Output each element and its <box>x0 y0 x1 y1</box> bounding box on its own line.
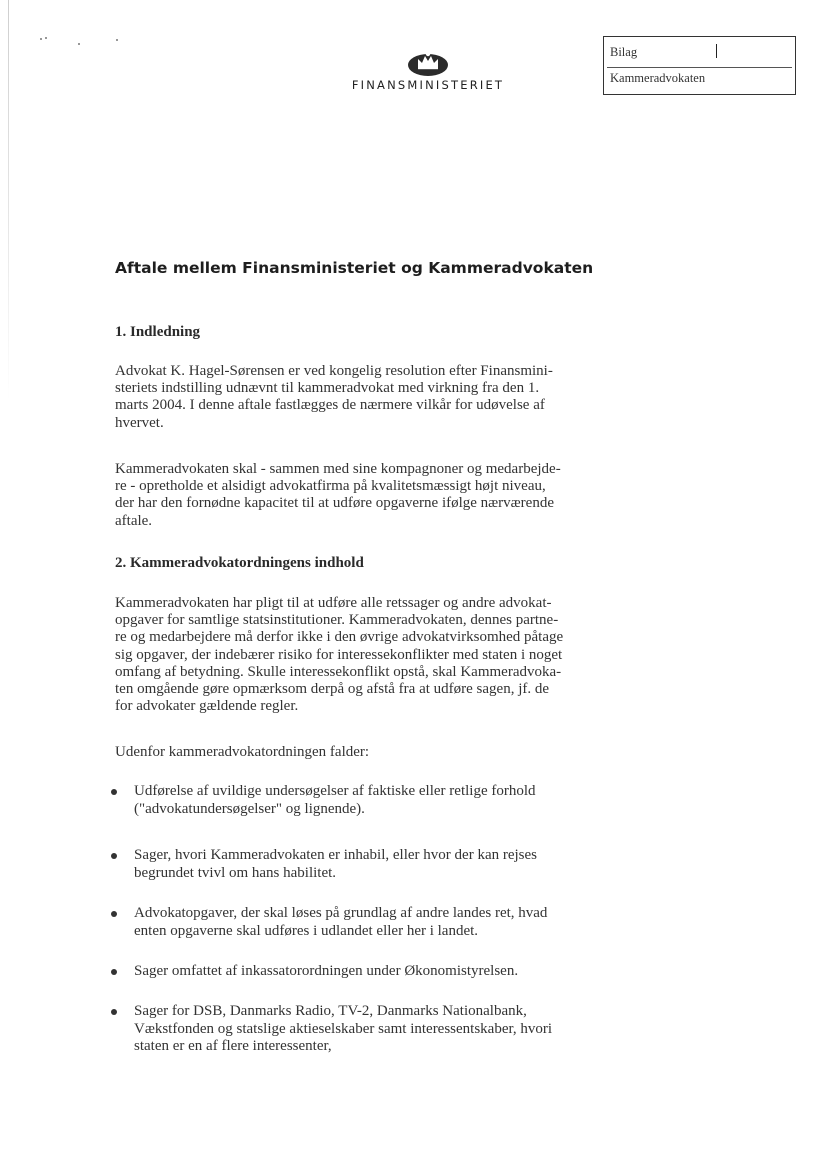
bullet-icon <box>111 789 117 795</box>
section-heading-indledning: 1. Indledning <box>115 324 201 340</box>
paragraph: Advokat K. Hagel-Sørensen er ved kongelig resolution efter Finansmini- steriets indstilling udnævnt til kammeradvokat med virkning fra den 1. marts 2004. I denne aftale fastlægges de nærmere vilkår for udøvelse af hvervet. <box>115 363 553 431</box>
scan-specks <box>40 36 130 48</box>
list-item-text: Sager omfattet af inkassatorordningen under Økonomistyrelsen. <box>134 963 519 979</box>
list-item <box>108 783 536 818</box>
annex-number-mark <box>716 44 717 58</box>
paragraph: Kammeradvokaten har pligt til at udføre alle retssager og andre advokat- opgaver for samtlige statsinstitutioner. Kammeradvokaten, dennes partne- re og medarbejdere må derfor ikke i den øvrige advokatvirksomhed påtage sig opgaver, der indebærer risiko for interessekonflikter med staten i noget omfang af betydning. Skulle interessekonflikt opstå, skal Kammeradvoka- ten omgående gøre opmærksom derpå og afstå fra at udføre sagen, jf. de for advokater gældende regler. <box>115 595 564 715</box>
document-title: Aftale mellem Finansministeriet og Kammeradvokaten <box>115 259 594 277</box>
paragraph-intro-list: Udenfor kammeradvokatordningen falder: <box>115 744 370 760</box>
bullet-icon <box>111 853 117 859</box>
speck <box>40 38 42 40</box>
annex-label: Bilag <box>610 45 638 59</box>
section-heading-indhold: 2. Kammeradvokatordningens indhold <box>115 555 364 571</box>
annex-name: Kammeradvokaten <box>610 71 706 85</box>
list-item-text: Advokatopgaver, der skal løses på grundlag af andre landes ret, hvad enten opgaverne skal udføres i udlandet eller her i landet. <box>134 905 548 939</box>
bullet-icon <box>111 969 117 975</box>
speck <box>45 37 47 39</box>
annex-box <box>603 36 796 95</box>
scan-edge-line <box>8 0 9 400</box>
speck <box>116 39 118 41</box>
list-item-text: Sager, hvori Kammeradvokaten er inhabil, eller hvor der kan rejses begrundet tvivl om hans habilitet. <box>134 847 538 881</box>
list-item <box>108 847 537 882</box>
ministry-logo <box>338 48 518 92</box>
bullet-icon <box>111 1009 117 1015</box>
bullet-icon <box>111 911 117 917</box>
annex-divider <box>607 67 792 68</box>
speck <box>78 43 80 45</box>
list-item-text: Udførelse af uvildige undersøgelser af faktiske eller retlige forhold ("advokatundersøgelser" og lignende). <box>134 783 536 817</box>
paragraph: Kammeradvokaten skal - sammen med sine kompagnoner og medarbejde- re - opretholde et alsidigt advokatfirma på kvalitetsmæssigt højt niveau, der har den fornødne kapacitet til at udføre opgaverne ifølge nærværende aftale. <box>115 461 561 529</box>
list-item-text: Sager for DSB, Danmarks Radio, TV-2, Danmarks Nationalbank, Vækstfonden og statslige aktieselskaber samt interessentskaber, hvori staten er en af flere interessenter, <box>134 1003 553 1055</box>
list-item <box>108 963 518 981</box>
list-item <box>108 905 547 940</box>
crown-icon <box>407 48 449 76</box>
list-item <box>108 1003 552 1056</box>
logo-wordmark: FINANSMINISTERIET <box>351 78 505 92</box>
